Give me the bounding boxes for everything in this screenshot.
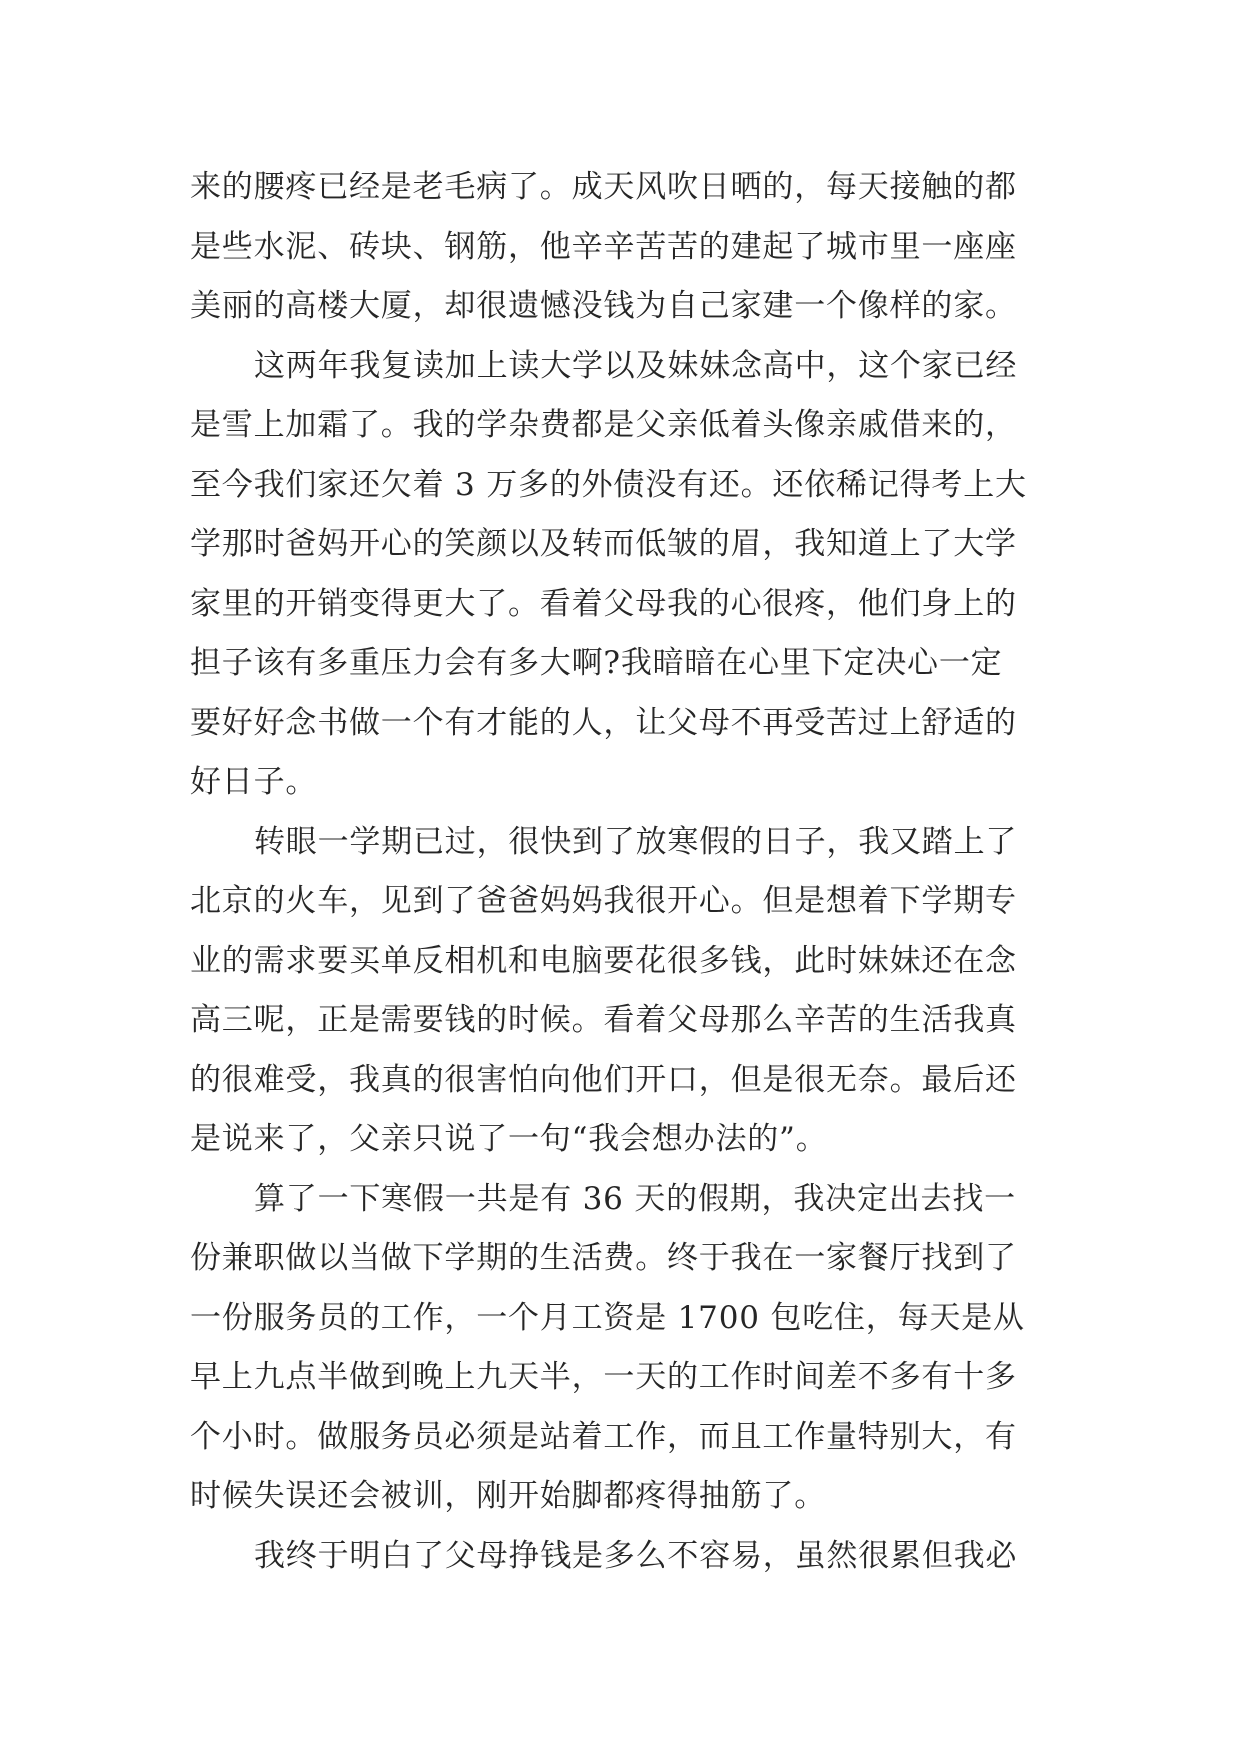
text-line: 早上九点半做到晚上九天半，一天的工作时间差不多有十多 bbox=[190, 1359, 1017, 1395]
text-line: 时候失误还会被训，刚开始脚都疼得抽筋了。 bbox=[190, 1478, 826, 1514]
text-line: 个小时。做服务员必须是站着工作，而且工作量特别大，有 bbox=[190, 1418, 1017, 1455]
text-line: 的很难受，我真的很害怕向他们开口，但是很无奈。最后还 bbox=[190, 1061, 1017, 1098]
text-line: 算了一下寒假一共是有 36 天的假期，我决定出去找一 bbox=[254, 1180, 1016, 1217]
text-line: 这两年我复读加上读大学以及妹妹念高中，这个家已经 bbox=[254, 347, 1018, 384]
text-line: 北京的火车，见到了爸爸妈妈我很开心。但是想着下学期专 bbox=[190, 883, 1017, 919]
text-line: 来的腰疼已经是老毛病了。成天风吹日晒的，每天接触的都 bbox=[190, 169, 1017, 205]
text-line: 业的需求要买单反相机和电脑要花很多钱，此时妹妹还在念 bbox=[190, 942, 1017, 979]
document-body bbox=[190, 158, 1070, 1586]
text-line: 转眼一学期已过，很快到了放寒假的日子，我又踏上了 bbox=[254, 823, 1018, 860]
text-line: 是些水泥、砖块、钢筋，他辛辛苦苦的建起了城市里一座座 bbox=[190, 228, 1017, 265]
text-line: 一份服务员的工作，一个月工资是 1700 包吃住，每天是从 bbox=[190, 1299, 1025, 1336]
text-line: 我终于明白了父母挣钱是多么不容易，虽然很累但我必 bbox=[254, 1537, 1018, 1574]
text-line: 要好好念书做一个有才能的人，让父母不再受苦过上舒适的 bbox=[190, 704, 1017, 741]
text-line: 是说来了，父亲只说了一句“我会想办法的”。 bbox=[190, 1121, 828, 1157]
text-line: 份兼职做以当做下学期的生活费。终于我在一家餐厅找到了 bbox=[190, 1240, 1017, 1276]
text-line: 学那时爸妈开心的笑颜以及转而低皱的眉，我知道上了大学 bbox=[190, 526, 1017, 562]
text-line: 家里的开销变得更大了。看着父母我的心很疼，他们身上的 bbox=[190, 585, 1017, 622]
text-line: 好日子。 bbox=[190, 764, 318, 800]
text-line: 至今我们家还欠着 3 万多的外债没有还。还依稀记得考上大 bbox=[190, 466, 1027, 503]
text-line: 担子该有多重压力会有多大啊?我暗暗在心里下定决心一定 bbox=[190, 645, 1003, 681]
text-line: 美丽的高楼大厦，却很遗憾没钱为自己家建一个像样的家。 bbox=[190, 288, 1017, 324]
text-line: 高三呢，正是需要钱的时候。看着父母那么辛苦的生活我真 bbox=[190, 1002, 1017, 1038]
text-line: 是雪上加霜了。我的学杂费都是父亲低着头像亲戚借来的， bbox=[190, 407, 1017, 443]
